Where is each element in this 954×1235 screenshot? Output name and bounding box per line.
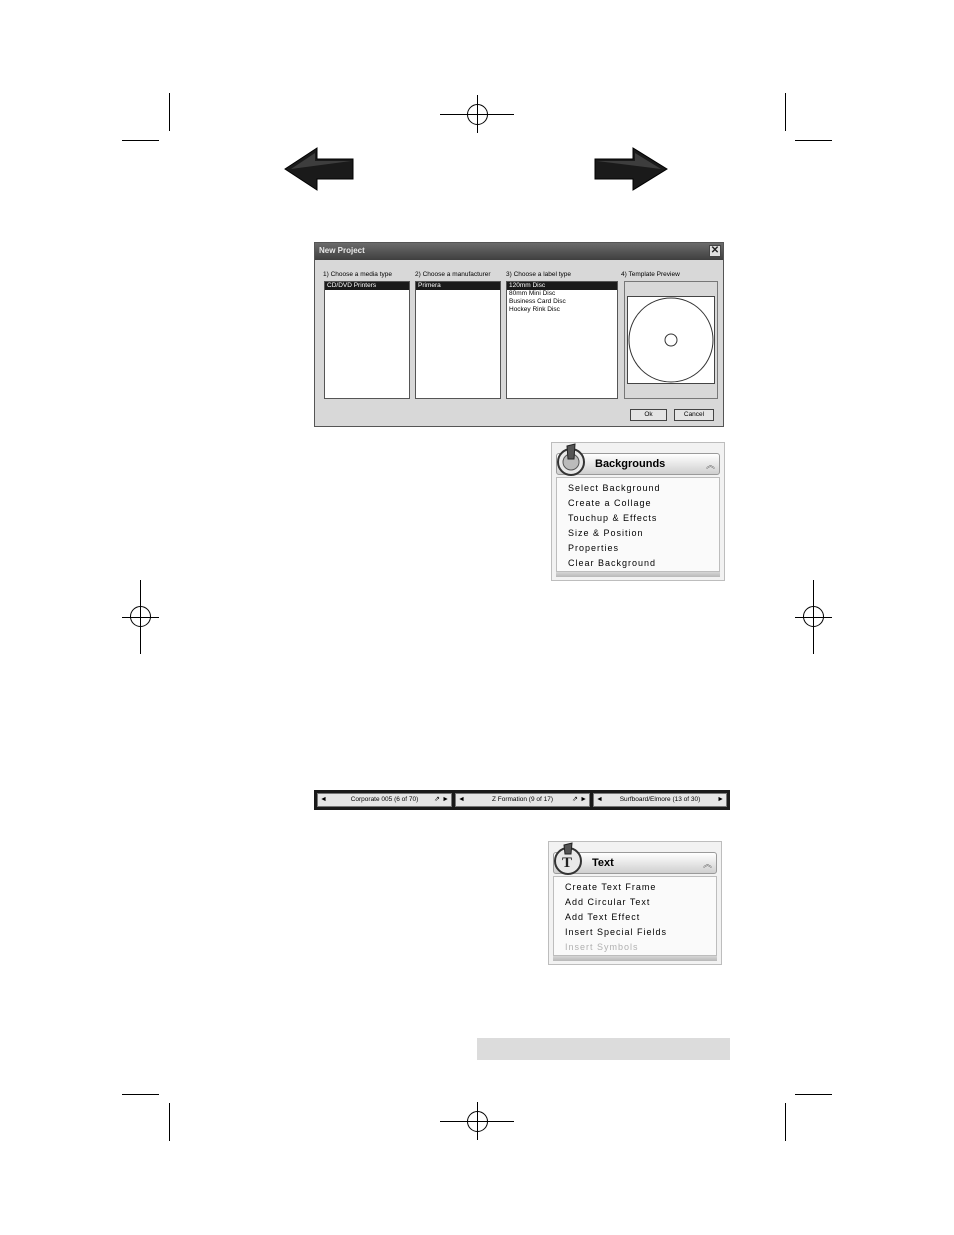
design-selector-3[interactable] xyxy=(593,793,727,807)
label-type-list[interactable] xyxy=(506,281,618,399)
list-item[interactable]: Business Card Disc xyxy=(509,298,566,305)
browse-icon[interactable]: ⇗ xyxy=(572,796,578,803)
list-item[interactable]: 120mm Disc xyxy=(507,282,617,290)
design-browse-bar xyxy=(314,790,730,810)
prev-arrow-icon[interactable]: ◄ xyxy=(458,796,465,803)
preview-canvas xyxy=(627,296,715,384)
previous-page-arrow-icon[interactable] xyxy=(283,146,355,192)
registration-mark xyxy=(130,606,151,627)
add-circular-text-link[interactable]: Add Circular Text xyxy=(565,897,651,907)
prev-arrow-icon[interactable]: ◄ xyxy=(320,796,327,803)
panel-footer xyxy=(556,572,720,577)
size-position-link[interactable]: Size & Position xyxy=(568,528,644,538)
backgrounds-logo-icon xyxy=(554,443,590,477)
manufacturer-list[interactable] xyxy=(415,281,501,399)
template-preview-heading: 4) Template Preview xyxy=(621,271,680,278)
backgrounds-panel-body xyxy=(556,477,720,572)
create-collage-link[interactable]: Create a Collage xyxy=(568,498,652,508)
list-item[interactable]: Primera xyxy=(416,282,500,290)
design-selector-label: Z Formation (9 of 17) xyxy=(491,796,554,803)
registration-mark xyxy=(467,104,488,125)
insert-special-fields-link[interactable]: Insert Special Fields xyxy=(565,927,668,937)
text-panel-body xyxy=(553,876,717,956)
create-text-frame-link[interactable]: Create Text Frame xyxy=(565,882,657,892)
add-text-effect-link[interactable]: Add Text Effect xyxy=(565,912,641,922)
properties-link[interactable]: Properties xyxy=(568,543,620,553)
panel-footer xyxy=(553,956,717,961)
new-project-dialog xyxy=(314,242,724,427)
design-selector-label: Surfboard/Elmore (13 of 30) xyxy=(619,796,701,803)
next-arrow-icon[interactable]: ► xyxy=(717,796,724,803)
media-type-list[interactable] xyxy=(324,281,410,399)
design-selector-2[interactable] xyxy=(455,793,590,807)
next-arrow-icon[interactable]: ► xyxy=(442,796,449,803)
select-background-link[interactable]: Select Background xyxy=(568,483,661,493)
clear-background-link[interactable]: Clear Background xyxy=(568,558,657,568)
next-page-arrow-icon[interactable] xyxy=(593,146,669,192)
browse-icon[interactable]: ⇗ xyxy=(434,796,440,803)
list-item[interactable]: CD/DVD Printers xyxy=(325,282,409,290)
crop-mark xyxy=(169,1103,170,1141)
insert-symbols-link: Insert Symbols xyxy=(565,942,639,952)
dialog-title: New Project xyxy=(319,246,365,255)
manufacturer-heading: 2) Choose a manufacturer xyxy=(415,271,491,278)
next-arrow-icon[interactable]: ► xyxy=(580,796,587,803)
crop-mark xyxy=(795,1094,832,1095)
registration-mark xyxy=(467,1111,488,1132)
cancel-button[interactable]: Cancel xyxy=(674,409,714,421)
ok-button[interactable]: Ok xyxy=(630,409,667,421)
crop-mark xyxy=(795,140,832,141)
close-icon[interactable]: ✕ xyxy=(710,245,720,256)
crop-mark xyxy=(169,93,170,131)
design-selector-1[interactable] xyxy=(317,793,452,807)
svg-text:T: T xyxy=(562,855,573,871)
label-type-heading: 3) Choose a label type xyxy=(506,271,572,278)
crop-mark xyxy=(122,140,159,141)
dialog-titlebar[interactable] xyxy=(315,243,723,260)
touchup-effects-link[interactable]: Touchup & Effects xyxy=(568,513,658,523)
crop-mark xyxy=(785,93,786,131)
media-type-heading: 1) Choose a media type xyxy=(323,271,393,278)
crop-mark xyxy=(122,1094,159,1095)
chevron-up-icon[interactable]: ︽ xyxy=(702,859,712,869)
disc-preview-icon xyxy=(628,297,714,383)
panel-title: Backgrounds xyxy=(595,458,666,470)
text-logo-icon xyxy=(551,842,587,876)
page-footer-bar xyxy=(477,1038,730,1060)
panel-title: Text xyxy=(592,857,614,869)
backgrounds-panel xyxy=(551,442,725,581)
registration-mark xyxy=(803,606,824,627)
list-item[interactable]: 80mm Mini Disc xyxy=(509,290,556,297)
list-item[interactable]: Hockey Rink Disc xyxy=(509,306,560,313)
crop-mark xyxy=(785,1103,786,1141)
text-panel xyxy=(548,841,722,965)
chevron-up-icon[interactable]: ︽ xyxy=(705,460,715,470)
design-selector-label: Corporate 005 (6 of 70) xyxy=(350,796,419,803)
template-preview xyxy=(624,281,718,399)
prev-arrow-icon[interactable]: ◄ xyxy=(596,796,603,803)
